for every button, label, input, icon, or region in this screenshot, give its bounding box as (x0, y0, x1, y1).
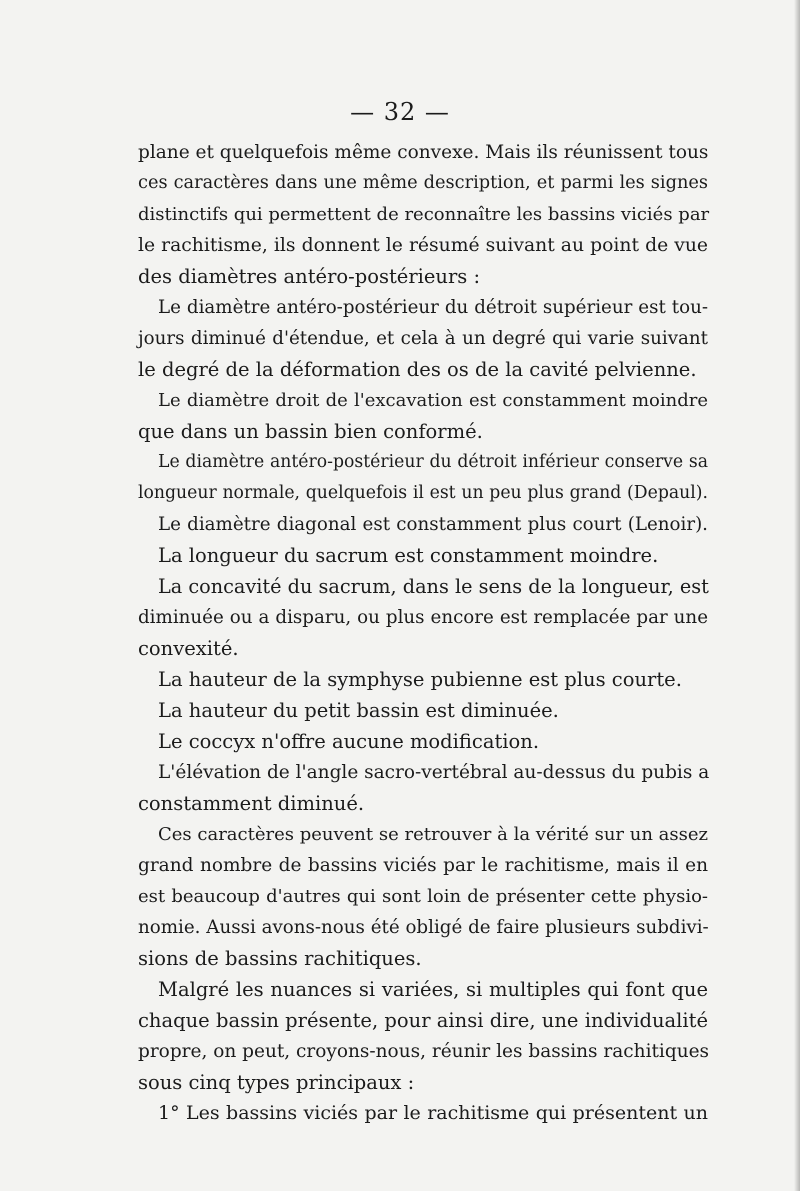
text-line: grand nombre de bassins viciés par le rachitisme, mais il en (138, 855, 708, 876)
text-line: des diamètres antéro-postérieurs : (138, 265, 481, 288)
text-line: que dans un bassin bien conformé. (138, 420, 483, 443)
text-line: Le diamètre diagonal est constamment plus court (Lenoir). (158, 514, 708, 535)
text-line: Le coccyx n'offre aucune modification. (158, 730, 540, 753)
text-line: sous cinq types principaux : (138, 1071, 415, 1094)
text-line: Malgré les nuances si variées, si multiples qui font que (158, 978, 708, 1001)
text-line: est beaucoup d'autres qui sont loin de présenter cette physio- (138, 886, 708, 907)
text-line: 1° Les bassins viciés par le rachitisme qui présentent un (158, 1102, 708, 1124)
page-edge-shadow (794, 0, 800, 1191)
text-line: Le diamètre antéro-postérieur du détroit supérieur est tou- (158, 297, 708, 318)
text-line: plane et quelquefois même convexe. Mais ils réunissent tous (138, 142, 709, 163)
text-line: constamment diminué. (138, 792, 365, 815)
text-line: sions de bassins rachitiques. (138, 947, 422, 970)
text-line: propre, on peut, croyons-nous, réunir les bassins rachitiques (138, 1041, 710, 1062)
text-line: ces caractères dans une même description, et parmi les signes (138, 173, 708, 193)
text-line: La concavité du sacrum, dans le sens de la longueur, est (158, 575, 709, 598)
text-line: Le diamètre droit de l'excavation est constamment moindre (158, 390, 708, 411)
text-line: distinctifs qui permettent de reconnaître les bassins viciés par (138, 204, 710, 225)
text-line: jours diminué d'étendue, et cela à un degré qui varie suivant (138, 328, 708, 349)
page-number: — 32 — (350, 98, 450, 126)
text-line: Ces caractères peuvent se retrouver à la vérité sur un assez (158, 824, 708, 845)
text-line: convexité. (138, 637, 239, 660)
text-line: longueur normale, quelquefois il est un peu plus grand (Depaul). (138, 483, 708, 503)
text-line: chaque bassin présente, pour ainsi dire, une individualité (138, 1009, 708, 1032)
text-line: le rachitisme, ils donnent le résumé suivant au point de vue (138, 235, 708, 256)
body-text (138, 137, 708, 1129)
text-line: La hauteur du petit bassin est diminuée. (158, 699, 559, 722)
text-line: Le diamètre antéro-postérieur du détroit inférieur conserve sa (158, 452, 708, 472)
text-line: L'élévation de l'angle sacro-vertébral au-dessus du pubis a (158, 762, 710, 783)
text-line: nomie. Aussi avons-nous été obligé de faire plusieurs subdivi- (138, 917, 709, 938)
text-line: le degré de la déformation des os de la cavité pelvienne. (138, 358, 697, 381)
text-line: La hauteur de la symphyse pubienne est plus courte. (158, 668, 682, 691)
text-line: diminuée ou a disparu, ou plus encore est remplacée par une (138, 607, 708, 628)
text-line: La longueur du sacrum est constamment moindre. (158, 544, 659, 567)
